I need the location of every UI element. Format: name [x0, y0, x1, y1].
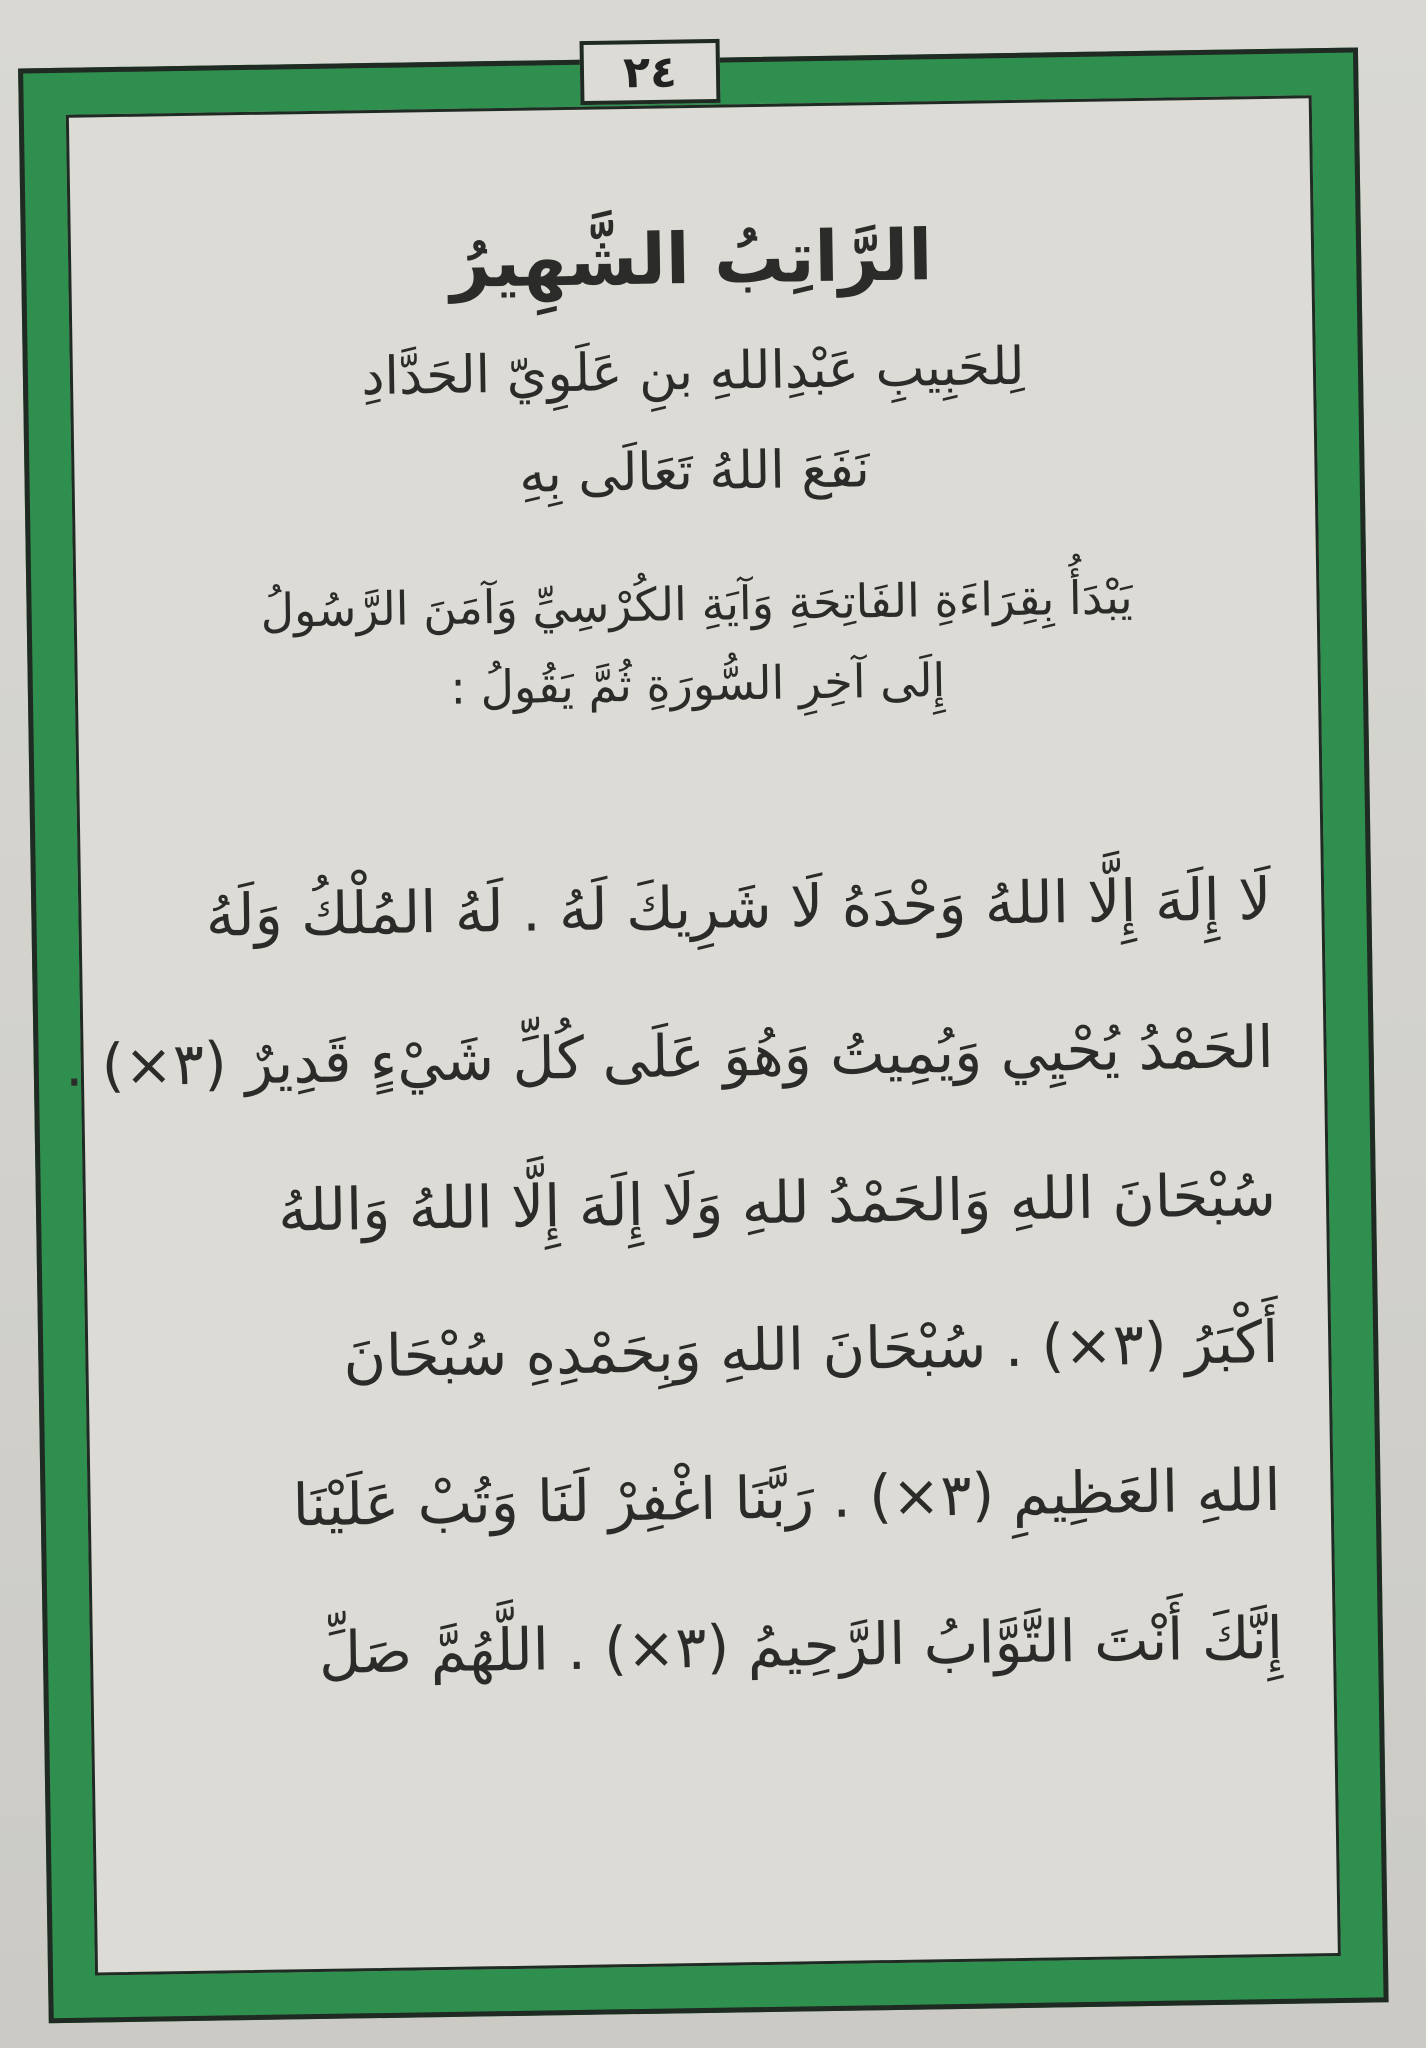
page-number: ٢٤ — [580, 39, 721, 105]
text-line-3: سُبْحَانَ اللهِ وَالحَمْدُ للهِ وَلَا إِلَهَ إِلَّا اللهُ وَاللهُ — [277, 1160, 1277, 1245]
text-line-6: إِنَّكَ أَنْتَ التَّوَّابُ الرَّحِيمُ (٣×) . اللَّهُمَّ صَلِّ — [318, 1604, 1284, 1688]
author-line: لِلحَبِيبِ عَبْدِاللهِ بنِ عَلَوِيّ الحَدَّادِ — [360, 336, 1025, 408]
text-line-5: اللهِ العَظِيمِ (٣×) . رَبَّنَا اغْفِرْ لَنَا وَتُبْ عَلَيْنَا — [292, 1456, 1282, 1540]
inner-border — [66, 95, 1341, 1975]
text-line-4: أَكْبَرُ (٣×) . سُبْحَانَ اللهِ وَبِحَمْدِهِ سُبْحَانَ — [342, 1308, 1279, 1392]
page-content — [64, 112, 1324, 1958]
instruction-line-1: يَبْدَأُ بِقِرَاءَةِ الفَاتِحَةِ وَآيَةِ الكُرْسِيِّ وَآمَنَ الرَّسُولُ — [260, 569, 1133, 638]
text-line-1: لَا إِلَهَ إِلَّا اللهُ وَحْدَهُ لَا شَرِيكَ لَهُ . لَهُ المُلْكُ وَلَهُ — [205, 864, 1272, 950]
text-line-2: الحَمْدُ يُحْيِي وَيُمِيتُ وَهُوَ عَلَى كُلِّ شَيْءٍ قَدِيرٌ (٣×) . — [64, 1012, 1275, 1100]
instructions — [90, 554, 1304, 734]
green-page-frame — [18, 47, 1389, 2023]
ratib-text — [64, 825, 1320, 1731]
blessing-line: نَفَعَ اللهُ تَعَالَى بِهِ — [518, 439, 871, 506]
instruction-line-2: إِلَى آخِرِ السُّورَةِ ثُمَّ يَقُولُ : — [449, 653, 946, 716]
page-title: الرَّاتِبُ الشَّهِيرُ — [449, 214, 933, 304]
